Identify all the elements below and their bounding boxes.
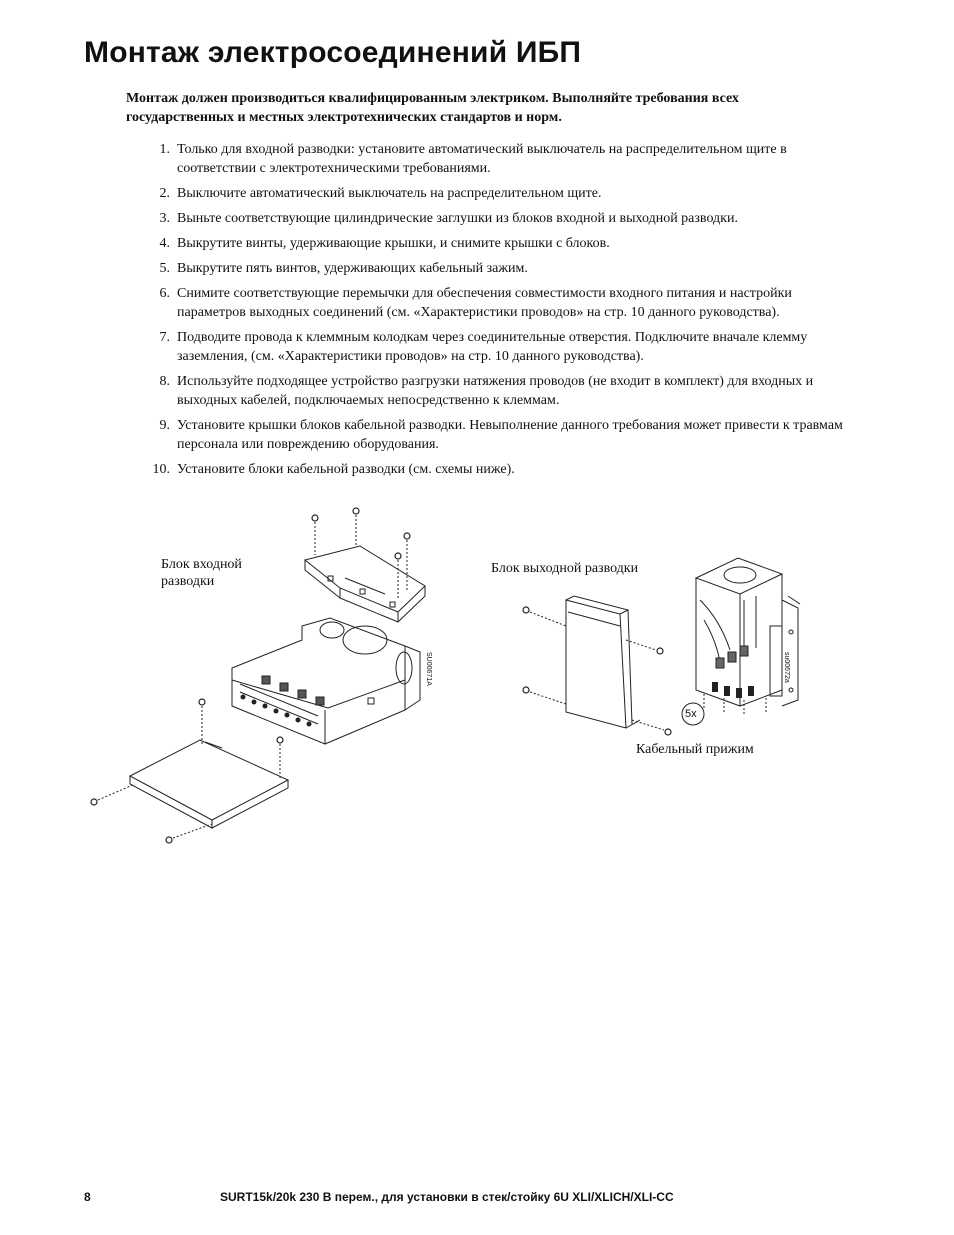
page-title: Монтаж электросоединений ИБП [84, 36, 582, 69]
footer-doc-title: SURT15k/20k 230 В перем., для установки в стек/стойку 6U XLI/XLICH/XLI-CC [220, 1190, 674, 1204]
cable-clamp-label: Кабельный прижим [636, 742, 754, 757]
step-text: Снимите соответствующие перемычки для обеспечения совместимости входного питания и настройки параметров выходных соединений (см. «Характеристики проводов» на стр. 10 данного руководства). [177, 286, 792, 320]
step-text: Установите блоки кабельной разводки (см. схемы ниже). [177, 462, 515, 477]
step-text: Выкрутите пять винтов, удерживающих кабельный зажим. [177, 261, 528, 276]
step-number: 6. [159, 286, 170, 301]
step-text: Подводите провода к клеммным колодкам через соединительные отверстия. Подключите вначале клемму заземления, (см. «Характеристики проводов» на стр. 10 данного руководства). [177, 330, 808, 364]
step-number: 2. [159, 186, 170, 201]
step-text: Выключите автоматический выключатель на распределительном щите. [177, 186, 602, 201]
multiplier-badge: 5x [685, 708, 697, 720]
step-number: 5. [159, 261, 170, 276]
input-block-label-line1: Блок входной [161, 557, 242, 572]
step-number: 10. [152, 462, 170, 477]
step-number: 1. [159, 142, 170, 157]
input-block-label-line2: разводки [161, 574, 215, 589]
output-figure-code: su00672a [783, 652, 790, 683]
step-text: Выньте соответствующие цилиндрические заглушки из блоков входной и выходной разводки. [177, 211, 738, 226]
output-block-label: Блок выходной разводки [491, 561, 639, 576]
step-text: Выкрутите винты, удерживающие крышки, и снимите крышки с блоков. [177, 236, 610, 251]
step-text: Только для входной разводки: установите автоматический выключатель на распределительном щите в соответствии с электротехническими требованиями. [177, 142, 787, 176]
step-number: 4. [159, 236, 170, 251]
step-number: 9. [159, 418, 170, 433]
page-number: 8 [84, 1190, 91, 1204]
input-figure-code: SU00671A [425, 652, 432, 686]
output-box-body [696, 558, 800, 706]
step-text: Используйте подходящее устройство разгрузки натяжения проводов (не входит в комплект) для входных и выходных кабелей, подключаемых непосредственно к клеммам. [177, 374, 814, 408]
output-cover [566, 596, 640, 728]
step-text: Установите крышки блоков кабельной разводки. Невыполнение данного требования может привести к травмам персонала или повреждению оборудования. [177, 418, 843, 452]
step-number: 8. [159, 374, 170, 389]
step-number: 3. [159, 211, 170, 226]
step-number: 7. [159, 330, 170, 345]
warning-intro: Монтаж должен производиться квалифицированным электриком. Выполняйте требования всех государственных и местных электротехнических стандартов и норм. [126, 91, 739, 125]
